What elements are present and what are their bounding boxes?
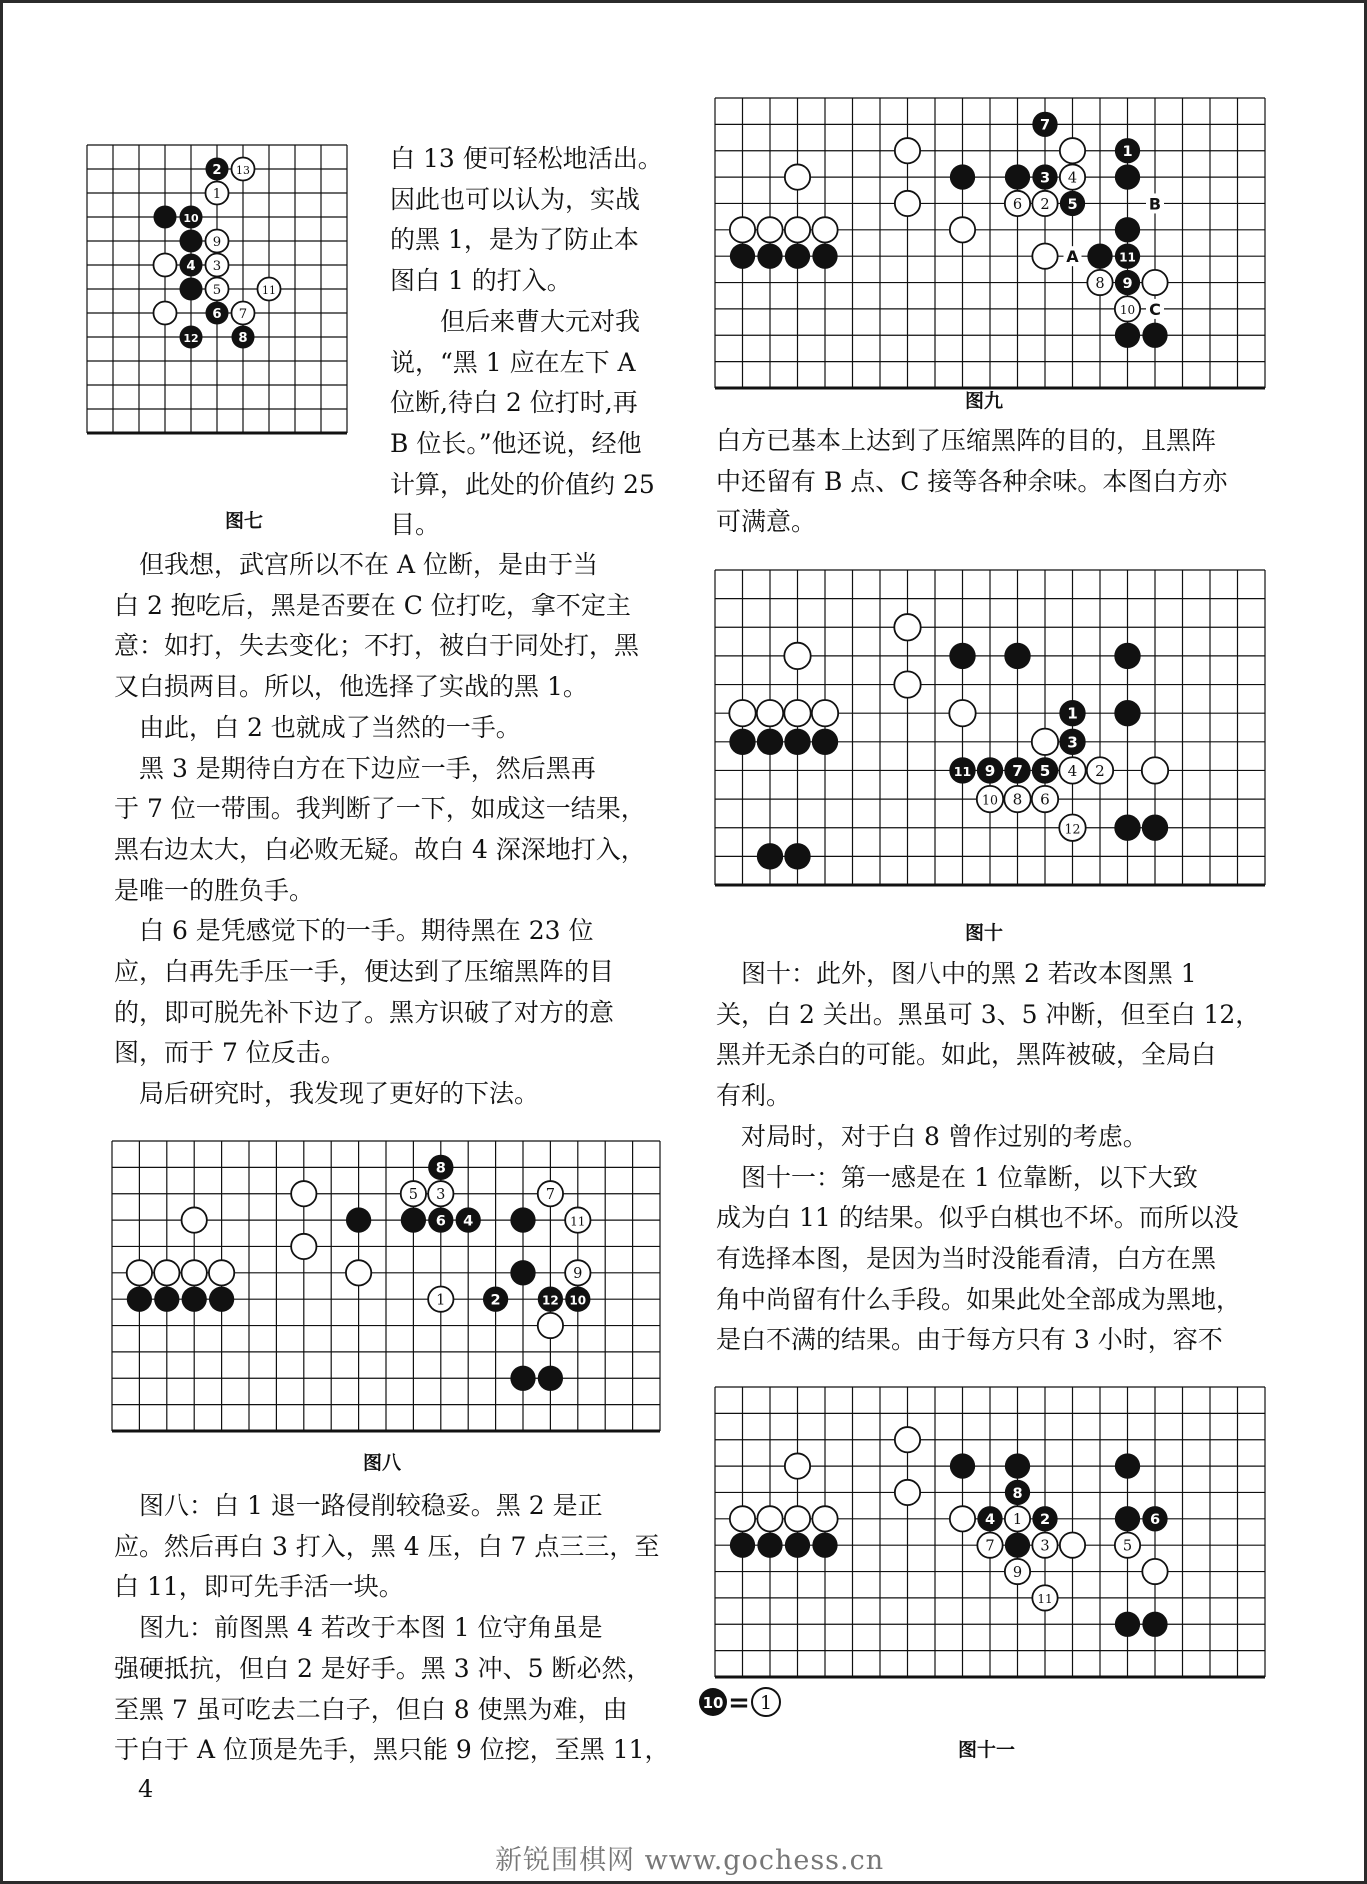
black-stone-5 (1032, 757, 1058, 783)
move-number: 2 (212, 162, 222, 178)
text-line: 黑 3 是期待白方在下边应一手，然后黑再 (114, 753, 596, 783)
move-number: 1 (1067, 704, 1078, 723)
move-number: 1 (1122, 143, 1133, 161)
text-line: 图九：前图黑 4 若改于本图 1 位守角虽是 (114, 1613, 603, 1643)
white-stone (812, 217, 837, 242)
white-stone (127, 1260, 152, 1285)
book-page (3, 3, 1364, 1881)
text-line: 可满意。 (716, 507, 817, 537)
black-stone-8 (1005, 1480, 1030, 1505)
black-stone (346, 1207, 371, 1232)
black-stone (950, 1453, 975, 1478)
text-line: 白 11，即可先手活一块。 (114, 1572, 404, 1602)
white-stone (812, 1506, 837, 1531)
text-line: 计算，此处的价值约 25 (390, 469, 655, 499)
legend-equals: = (728, 1688, 750, 1718)
white-stone-5 (205, 277, 228, 300)
text-line: 位断,待白 2 位打时,再 (390, 388, 638, 418)
black-stone-6 (1142, 1506, 1167, 1531)
text-line: 是白不满的结果。由于每方只有 3 小时，容不 (716, 1325, 1223, 1355)
move-number: 4 (463, 1212, 474, 1230)
text-line: 强硬抵抗，但白 2 是好手。黑 3 冲、5 断必然， (114, 1653, 652, 1683)
white-stone (894, 614, 920, 640)
black-stone (1087, 244, 1112, 269)
text-line: 应。然后再白 3 打入，黑 4 压，白 7 点三三，至 (114, 1531, 660, 1561)
text-after-fig10 (716, 954, 1260, 1361)
black-stone-10 (179, 205, 202, 228)
white-stone-3 (205, 253, 228, 276)
move-number: 9 (1012, 1563, 1023, 1581)
text-line: 白 13 便可轻松地活出。 (390, 144, 663, 173)
black-stone-7 (1004, 757, 1030, 783)
move-number: 13 (236, 163, 250, 177)
move-number: 7 (545, 1186, 556, 1204)
white-stone-12 (1059, 815, 1085, 841)
move-number: 9 (984, 761, 996, 780)
text-line: 关，白 2 关出。黑虽可 3、5 冲断，但至白 12， (716, 999, 1261, 1029)
white-stone-11 (1032, 1585, 1057, 1610)
text-line: B 位长。”他还说，经他 (390, 428, 642, 458)
text-line: 有利。 (716, 1081, 792, 1111)
move-number: 8 (435, 1159, 446, 1177)
white-stone-9 (205, 229, 228, 252)
black-stone-10 (565, 1287, 590, 1312)
move-number: 8 (1012, 1484, 1023, 1502)
text-line: 意：如打，失去变化；不打，被白于同处打，黑 (114, 631, 640, 661)
text-line: 的，即可脱先补下边了。黑方识破了对方的意 (114, 997, 615, 1027)
black-stone (1142, 323, 1167, 348)
text-line: 是唯一的胜负手。 (114, 875, 315, 905)
move-number: 6 (1040, 790, 1050, 809)
white-stone (949, 700, 975, 726)
move-number: 3 (1039, 169, 1051, 187)
move-number: 10 (1119, 303, 1136, 318)
text-line: 又白损两目。所以，他选择了实战的黑 1。 (114, 672, 588, 702)
black-stone-2 (1032, 1506, 1057, 1531)
black-stone (1114, 815, 1140, 841)
move-number: 7 (1012, 761, 1023, 780)
black-stone (1142, 1612, 1167, 1637)
text-line: 图十一：第一感是在 1 位靠断，以下大致 (716, 1162, 1198, 1192)
text-line: 图十：此外，图八中的黑 2 若改本图黑 1 (716, 959, 1197, 988)
text-line: 对局时，对于白 8 曾作过别的考虑。 (716, 1121, 1148, 1151)
move-number: 6 (1012, 195, 1023, 213)
move-number: 12 (542, 1293, 559, 1308)
move-number: 11 (262, 283, 276, 297)
move-number: 7 (985, 1537, 995, 1555)
black-stone-4 (977, 1506, 1002, 1531)
black-stone (757, 843, 783, 869)
black-stone (812, 729, 838, 755)
white-stone (730, 1506, 755, 1531)
caption-fig8: 图八 (363, 1452, 402, 1474)
text-line: 黑并无杀白的可能。如此，黑阵被破，全局白 (716, 1040, 1217, 1070)
white-stone (1060, 138, 1085, 163)
white-stone (757, 217, 782, 242)
text-line: 于白于 A 位顶是先手，黑只能 9 位挖，至黑 11， (114, 1735, 670, 1765)
white-stone (950, 1506, 975, 1531)
white-stone-4 (1060, 164, 1085, 189)
black-stone (730, 1533, 755, 1558)
white-stone-9 (1005, 1559, 1030, 1584)
white-stone (1032, 729, 1058, 755)
black-stone (510, 1207, 535, 1232)
move-number: 2 (490, 1291, 501, 1309)
black-stone (950, 164, 975, 189)
black-stone (1115, 164, 1140, 189)
black-stone (1005, 1533, 1030, 1558)
text-line: 至黑 7 虽可吃去二白子，但白 8 使黑为难，由 (114, 1694, 628, 1724)
white-stone-8 (1087, 270, 1112, 295)
text-line: 白 6 是凭感觉下的一手。期待黑在 23 位 (114, 916, 594, 946)
white-stone (1060, 1533, 1085, 1558)
legend (696, 1681, 786, 1725)
black-stone (1005, 1453, 1030, 1478)
move-number: 3 (1067, 733, 1078, 752)
move-number: 10 (569, 1293, 587, 1308)
white-stone (784, 700, 810, 726)
point-label-C: C (1149, 299, 1161, 319)
text-line: 有选择本图，是因为当时没能看清，白方在黑 (716, 1243, 1217, 1273)
white-stone-1 (1005, 1506, 1030, 1531)
diagram-fig9 (715, 98, 1265, 388)
move-number: 10 (982, 792, 998, 808)
white-stone-6 (1005, 191, 1030, 216)
white-stone (785, 1506, 810, 1531)
text-line: 但后来曹大元对我 (390, 306, 641, 336)
move-number: 6 (435, 1212, 446, 1230)
white-stone (1032, 244, 1057, 269)
black-stone (179, 229, 202, 252)
move-number: 11 (570, 1214, 586, 1229)
move-number: 3 (436, 1186, 446, 1204)
black-stone (784, 729, 810, 755)
black-stone (510, 1260, 535, 1285)
white-stone-3 (428, 1181, 453, 1206)
move-number: 9 (573, 1265, 583, 1283)
move-number: 5 (1122, 1537, 1133, 1555)
white-stone (757, 1506, 782, 1531)
move-number: 2 (1095, 761, 1105, 780)
text-line: 但我想，武宫所以不在 A 位断，是由于当 (114, 550, 598, 579)
white-stone-13 (231, 157, 254, 180)
black-stone (153, 205, 176, 228)
white-stone-3 (1032, 1533, 1057, 1558)
black-stone-6 (428, 1207, 453, 1232)
black-stone (510, 1366, 535, 1391)
move-number: 6 (212, 306, 222, 322)
white-stone (538, 1313, 563, 1338)
move-number: 5 (408, 1186, 419, 1204)
white-stone (291, 1181, 316, 1206)
move-number: 2 (1039, 1511, 1051, 1529)
black-stone (785, 244, 810, 269)
black-stone (1114, 643, 1140, 669)
black-stone-4 (179, 253, 202, 276)
point-label-A: A (1066, 247, 1079, 267)
move-number: 10 (183, 211, 199, 225)
text-line: 图八：白 1 退一路侵削较稳妥。黑 2 是正 (114, 1491, 603, 1520)
white-stone-11 (257, 277, 280, 300)
white-stone (950, 217, 975, 242)
black-stone (757, 729, 783, 755)
white-stone-9 (565, 1260, 590, 1285)
black-stone-2 (205, 157, 228, 180)
white-stone (1142, 270, 1167, 295)
white-stone-1 (205, 181, 228, 204)
black-stone-9 (1115, 270, 1140, 295)
text-line: 成为白 11 的结果。似乎白棋也不坏。而所以没 (716, 1203, 1239, 1233)
white-stone (785, 1453, 810, 1478)
move-number: 8 (1095, 274, 1105, 292)
white-stone (895, 1427, 920, 1452)
black-stone-1 (1115, 138, 1140, 163)
white-stone-7 (538, 1181, 563, 1206)
black-stone (154, 1287, 179, 1312)
black-stone-6 (205, 301, 228, 324)
diagram-fig10 (715, 570, 1265, 885)
white-stone-11 (565, 1207, 590, 1232)
text-line: 的黑 1，是为了防止本 (390, 225, 639, 255)
move-number: 7 (238, 306, 248, 322)
black-stone-11 (949, 757, 975, 783)
black-stone (209, 1287, 234, 1312)
black-stone (401, 1207, 426, 1232)
white-stone (894, 671, 920, 697)
move-number: 6 (1149, 1511, 1161, 1529)
black-stone (812, 1533, 837, 1558)
black-stone-5 (1060, 191, 1085, 216)
white-stone (1142, 1559, 1167, 1584)
black-stone (127, 1287, 152, 1312)
move-number: 5 (212, 282, 222, 298)
move-number: 11 (1037, 1592, 1053, 1607)
point-label-B: B (1148, 194, 1162, 214)
white-stone-7 (977, 1533, 1002, 1558)
black-stone (182, 1287, 207, 1312)
black-stone (730, 244, 755, 269)
black-stone (949, 643, 975, 669)
white-stone (785, 217, 810, 242)
white-stone-10 (977, 786, 1003, 812)
black-stone-3 (1059, 729, 1085, 755)
white-stone-7 (231, 301, 254, 324)
diagram-fig11 (715, 1387, 1265, 1677)
legend-black-number: 10 (702, 1694, 724, 1712)
white-stone (785, 164, 810, 189)
white-stone (757, 700, 783, 726)
white-stone (209, 1260, 234, 1285)
white-stone (729, 700, 755, 726)
white-stone (895, 191, 920, 216)
white-stone (1142, 757, 1168, 783)
move-number: 11 (953, 763, 972, 779)
text-line: 应，白再先手压一手，便达到了压缩黑阵的目 (114, 957, 615, 987)
text-line: 局后研究时，我发现了更好的下法。 (114, 1079, 540, 1109)
legend-white-number: 1 (759, 1692, 773, 1714)
white-stone (895, 138, 920, 163)
move-number: 12 (183, 331, 199, 345)
black-stone (1115, 1506, 1140, 1531)
white-stone-2 (1032, 191, 1057, 216)
move-number: 9 (1122, 274, 1133, 292)
black-stone-4 (456, 1207, 481, 1232)
diagram-fig7 (87, 145, 347, 433)
move-number: 7 (1039, 116, 1051, 134)
move-number: 4 (1067, 169, 1078, 187)
black-stone-12 (179, 325, 202, 348)
move-number: 1 (1012, 1511, 1023, 1529)
move-number: 4 (1067, 761, 1078, 780)
white-stone-2 (1087, 757, 1113, 783)
black-stone-2 (483, 1287, 508, 1312)
text-line: 由此，白 2 也就成了当然的一手。 (114, 712, 521, 742)
white-stone (346, 1260, 371, 1285)
white-stone (182, 1260, 207, 1285)
move-number: 5 (1039, 761, 1051, 780)
black-stone (538, 1366, 563, 1391)
caption-fig10: 图十 (965, 922, 1004, 944)
move-number: 12 (1064, 821, 1081, 837)
white-stone (730, 217, 755, 242)
text-line: 目。 (390, 510, 441, 540)
text-line: 角中尚留有什么手段。如果此处全部成为黑地， (716, 1284, 1242, 1314)
white-stone (812, 700, 838, 726)
white-stone-5 (401, 1181, 426, 1206)
white-stone-6 (1032, 786, 1058, 812)
move-number: 3 (1040, 1537, 1050, 1555)
move-number: 4 (186, 258, 196, 274)
black-stone (757, 244, 782, 269)
black-stone (1115, 323, 1140, 348)
black-stone (1005, 164, 1030, 189)
black-stone (1115, 1612, 1140, 1637)
white-stone-1 (428, 1287, 453, 1312)
text-line: 中还留有 B 点、C 接等各种余味。本图白方亦 (716, 466, 1228, 496)
move-number: 2 (1040, 195, 1050, 213)
text-line: 说，“黑 1 应在左下 A (390, 347, 636, 377)
caption-fig7: 图七 (225, 510, 264, 532)
move-number: 1 (212, 186, 222, 202)
white-stone-8 (1004, 786, 1030, 812)
caption-fig9: 图九 (965, 390, 1004, 412)
black-stone-8 (231, 325, 254, 348)
black-stone-9 (977, 757, 1003, 783)
white-stone (291, 1234, 316, 1259)
white-stone-5 (1115, 1533, 1140, 1558)
black-stone (1115, 1453, 1140, 1478)
black-stone-3 (1032, 164, 1057, 189)
move-number: 1 (436, 1291, 446, 1309)
black-stone-12 (538, 1287, 563, 1312)
text-line: 因此也可以认为，实战 (390, 184, 641, 214)
black-stone-1 (1059, 700, 1085, 726)
text-left-main (114, 545, 646, 1115)
black-stone (1114, 700, 1140, 726)
move-number: 5 (1067, 195, 1078, 213)
white-stone-4 (1059, 757, 1085, 783)
text-line: 图，而于 7 位反击。 (114, 1038, 346, 1068)
white-stone (154, 1260, 179, 1285)
black-stone (757, 1533, 782, 1558)
black-stone (1115, 217, 1140, 242)
black-stone (729, 729, 755, 755)
text-line: 于 7 位一带围。我判断了一下，如成这一结果， (114, 794, 646, 824)
diagram-fig8 (112, 1141, 660, 1431)
page-number: 4 (138, 1775, 154, 1803)
move-number: 3 (212, 258, 222, 274)
move-number: 8 (1012, 790, 1023, 809)
black-stone-7 (1032, 112, 1057, 137)
caption-fig11: 图十一 (958, 1739, 1016, 1761)
text-left-bottom (114, 1486, 670, 1771)
white-stone (182, 1207, 207, 1232)
black-stone (785, 1533, 810, 1558)
black-stone (812, 244, 837, 269)
white-stone (153, 253, 176, 276)
move-number: 8 (238, 330, 248, 346)
footer-watermark: 新锐围棋网 www.gochess.cn (495, 1845, 885, 1876)
white-stone (153, 301, 176, 324)
black-stone-8 (428, 1155, 453, 1180)
black-stone (1142, 815, 1168, 841)
text-after-fig9 (716, 421, 1227, 543)
text-line: 图白 1 的打入。 (390, 266, 572, 296)
black-stone (1004, 643, 1030, 669)
move-number: 9 (212, 234, 222, 250)
white-stone-10 (1115, 296, 1140, 321)
black-stone-11 (1115, 244, 1140, 269)
move-number: 11 (1119, 250, 1136, 265)
text-line: 白 2 抱吃后，黑是否要在 C 位打吃，拿不定主 (114, 590, 631, 620)
move-number: 4 (984, 1511, 996, 1529)
white-stone (784, 643, 810, 669)
text-line: 黑右边太大，白必败无疑。故白 4 深深地打入， (114, 834, 646, 864)
black-stone (179, 277, 202, 300)
text-line: 白方已基本上达到了压缩黑阵的目的，且黑阵 (716, 426, 1217, 455)
black-stone (784, 843, 810, 869)
white-stone (895, 1480, 920, 1505)
text-beside-fig7 (390, 139, 663, 546)
